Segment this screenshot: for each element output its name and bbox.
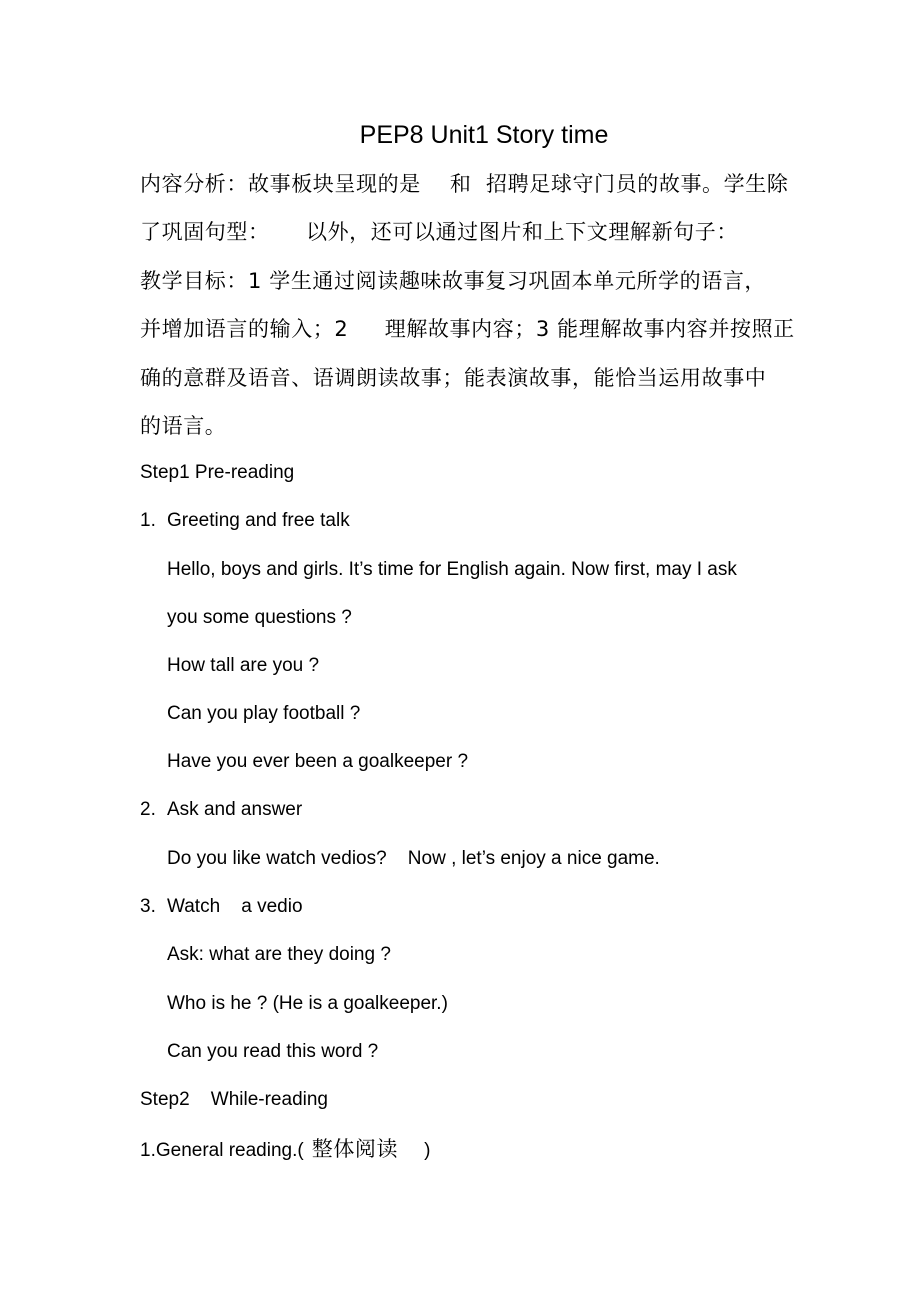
dialogue-line: Can you play football ? — [167, 703, 361, 724]
item-zh: 整体阅读 — [311, 1137, 399, 1161]
dialogue-line: Can you read this word ? — [167, 1041, 379, 1062]
analysis-line: 内容分析：故事板块呈现的是 和 招聘足球守门员的故事。学生除 — [140, 172, 789, 196]
list-item-label: Greeting and free talk — [167, 510, 350, 531]
objective-line: 确的意群及语音、语调朗读故事；能表演故事，能恰当运用故事中 — [140, 366, 767, 390]
dialogue-line: Ask: what are they doing ? — [167, 944, 391, 965]
dialogue-line: Hello, boys and girls. It’s time for English again. Now first, may I ask — [167, 559, 737, 580]
list-item-label: Watch a vedio — [167, 896, 303, 917]
list-item-number: 1. — [140, 510, 156, 531]
objective-line: 并增加语言的输入；2 理解故事内容；3 能理解故事内容并按照正 — [140, 317, 795, 341]
step1-heading: Step1 Pre-reading — [140, 462, 295, 483]
item-suffix: ) — [424, 1140, 431, 1161]
step2-item-1 — [140, 1134, 430, 1166]
list-item-number: 3. — [140, 896, 156, 917]
dialogue-line: Who is he ? (He is a goalkeeper.) — [167, 993, 448, 1014]
dialogue-line: Do you like watch vedios? Now , let’s enjoy a nice game. — [167, 848, 660, 869]
dialogue-line: Have you ever been a goalkeeper ? — [167, 751, 469, 772]
item-prefix: 1.General reading.( — [140, 1140, 304, 1161]
page-title: PEP8 Unit1 Story time — [359, 121, 609, 149]
step2-heading: Step2 While-reading — [140, 1089, 328, 1110]
dialogue-line: How tall are you ? — [167, 655, 320, 676]
objective-line: 的语言。 — [140, 414, 227, 438]
list-item-number: 2. — [140, 799, 156, 820]
objective-line: 教学目标：1 学生通过阅读趣味故事复习巩固本单元所学的语言， — [140, 269, 767, 293]
analysis-line: 了巩固句型： 以外，还可以通过图片和上下文理解新句子： — [140, 220, 738, 244]
list-item-label: Ask and answer — [167, 799, 303, 820]
dialogue-line: you some questions ? — [167, 607, 352, 628]
